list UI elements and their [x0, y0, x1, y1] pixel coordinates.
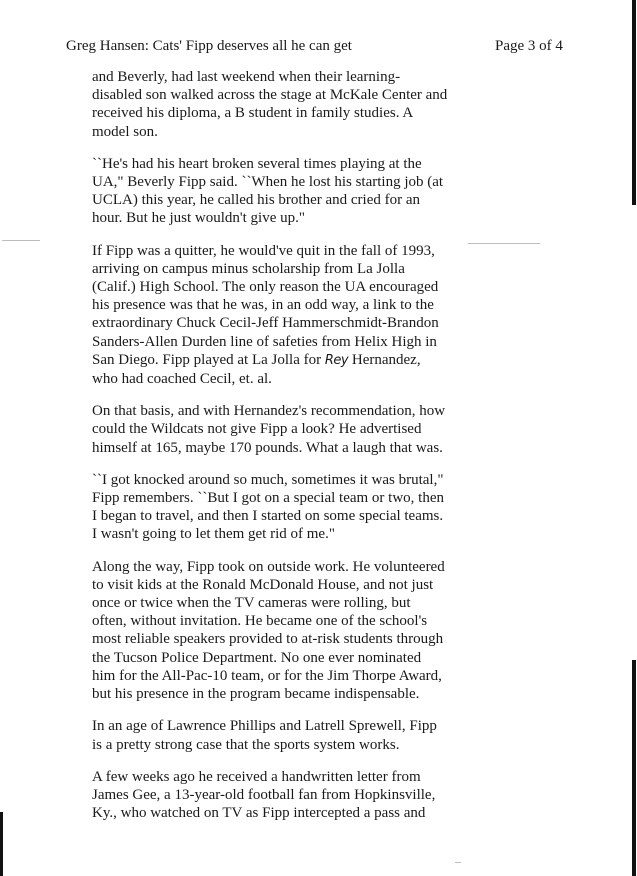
scan-speck-left — [2, 240, 40, 241]
paragraph-5: ``I got knocked around so much, sometimes it was brutal," Fipp remembers. ``But I got on a special team or two, then I began to travel, and then I started on some special teams. I wasn't going to let them get rid of me." — [92, 471, 444, 543]
scan-edge-right-bottom — [632, 660, 636, 876]
running-header-title: Greg Hansen: Cats' Fipp deserves all he can get — [66, 38, 352, 54]
paragraph-3-text-before: If Fipp was a quitter, he would've quit in the fall of 1993, arriving on campus minus scholarship from La Jolla (Calif.) High School. The only reason the UA encouraged his presence was that he was, in an odd way, a link to the extraordinary Chuck Cecil-Jeff Hammerschmidt-Brandon Sanders-Allen Durden line of safeties from Helix High in San Diego. Fipp played at La Jolla for — [92, 242, 439, 368]
handwritten-correction: Rey — [324, 352, 349, 368]
scan-edge-right-top — [632, 0, 636, 205]
paragraph-3-text-after: Hernandez, who had coached Cecil, et. al. — [92, 351, 421, 388]
paragraph-7: In an age of Lawrence Phillips and Latrell Sprewell, Fipp is a pretty strong case that the sports system works. — [92, 718, 437, 753]
paragraph-2: ``He's had his heart broken several times playing at the UA," Beverly Fipp said. ``When he lost his starting job (at UCLA) this year, he called his brother and cried for an hour. But he just wouldn't give up." — [92, 155, 444, 227]
paragraph-8: A few weeks ago he received a handwritten letter from James Gee, a 13-year-old football fan from Hopkinsville, Ky., who watched on TV as Fipp intercepted a pass and — [92, 768, 436, 822]
article-body — [92, 68, 448, 836]
page-number: Page 3 of 4 — [495, 38, 563, 54]
scan-edge-left-bottom — [0, 812, 3, 876]
scan-speck-right — [468, 243, 540, 244]
paragraph-3 — [92, 242, 448, 389]
paragraph-4: On that basis, and with Hernandez's recommendation, how could the Wildcats not give Fipp a look? He advertised himself at 165, maybe 170 pounds. What a laugh that was. — [92, 403, 446, 456]
paragraph-1: and Beverly, had last weekend when their learning-disabled son walked across the stage at McKale Center and received his diploma, a B student in family studies. A model son. — [92, 69, 448, 140]
scan-speck-bottom — [455, 862, 461, 863]
paragraph-6: Along the way, Fipp took on outside work. He volunteered to visit kids at the Ronald McDonald House, and not just once or twice when the TV cameras were rolling, but often, without invitation. He became one of the school's most reliable speakers provided to at-risk students through the Tucson Police Department. No one ever nominated him for the All-Pac-10 team, or for the Jim Thorpe Award, but his presence in the program became indispensable. — [92, 558, 445, 703]
